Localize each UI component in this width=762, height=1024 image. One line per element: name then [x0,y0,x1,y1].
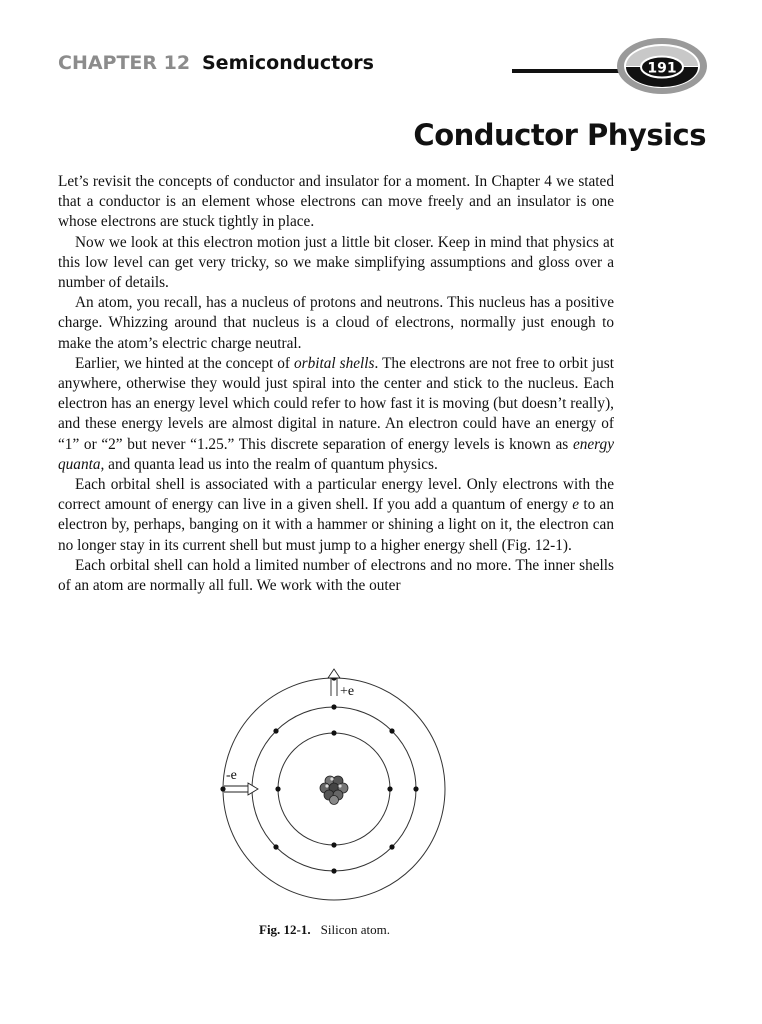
paragraph-4-part-e: and quanta lead us into the realm of quantum physics. [104,455,438,473]
term-e: e [572,496,580,514]
caption-label: Fig. 12-1. [259,922,311,937]
paragraph-5 [58,475,614,556]
minus-e-arrow [224,783,258,795]
term-energy-quanta: energy quanta, [58,435,614,473]
page-number: 191 [647,60,677,77]
figure-caption [259,922,390,938]
paragraph-5-part-c: to an electron by, perhaps, banging on it with a hammer or shining a light on it, the electron can no longer stay in its current shell but must jump to a higher energy shell (Fig. 12-1). [58,496,614,554]
minus-e-label: -e [226,768,237,783]
chapter-label: CHAPTER 12 [58,52,191,74]
page-number-badge [616,37,708,95]
header-rule [512,69,620,73]
chapter-title: Semiconductors [202,52,374,74]
section-title: Conductor Physics [413,118,706,152]
paragraph-6: Each orbital shell can hold a limited number of electrons and no more. The inner shells of an atom are normally all full. We work with the outer [58,556,614,595]
paragraph-2: Now we look at this electron motion just a little bit closer. Keep in mind that physics at this low level can get very tricky, so we make simplifying assumptions and gloss over a number of details. [58,233,614,292]
plus-e-arrow [328,669,340,696]
term-orbital-shells: orbital shells [294,354,375,372]
plus-e-label: +e [340,684,355,699]
paragraph-5-part-a: Each orbital shell is associated with a particular energy level. Only electrons with the correct amount of energy can live in a given shell. If you add a quantum of energy [58,476,614,514]
paragraph-4-part-c: . The electrons are not free to orbit just anywhere, otherwise they would just spiral into the center and stick to the nucleus. Each electron has an energy level which could refer to how fast it is moving (but doesn’t really), and these energy levels are almost digital in nature. An electron could have an energy of “1” or “2” but never “1.25.” This discrete separation of energy levels is known as [58,354,615,453]
paragraph-1: Let’s revisit the concepts of conductor and insulator for a moment. In Chapter 4 we stated that a conductor is an element whose electrons can move freely and an insulator is one whose electrons are stuck tightly in place. [58,173,614,231]
body-text [58,172,614,596]
paragraph-4 [58,354,614,475]
nucleus [320,776,348,805]
caption-text: Silicon atom. [320,922,390,937]
paragraph-3: An atom, you recall, has a nucleus of protons and neutrons. This nucleus has a positive charge. Whizzing around that nucleus is a cloud of electrons, normally just enough to make the atom’s electric charge neutral. [58,294,614,352]
silicon-atom-figure [214,668,454,908]
paragraph-4-part-a: Earlier, we hinted at the concept of [75,354,294,372]
